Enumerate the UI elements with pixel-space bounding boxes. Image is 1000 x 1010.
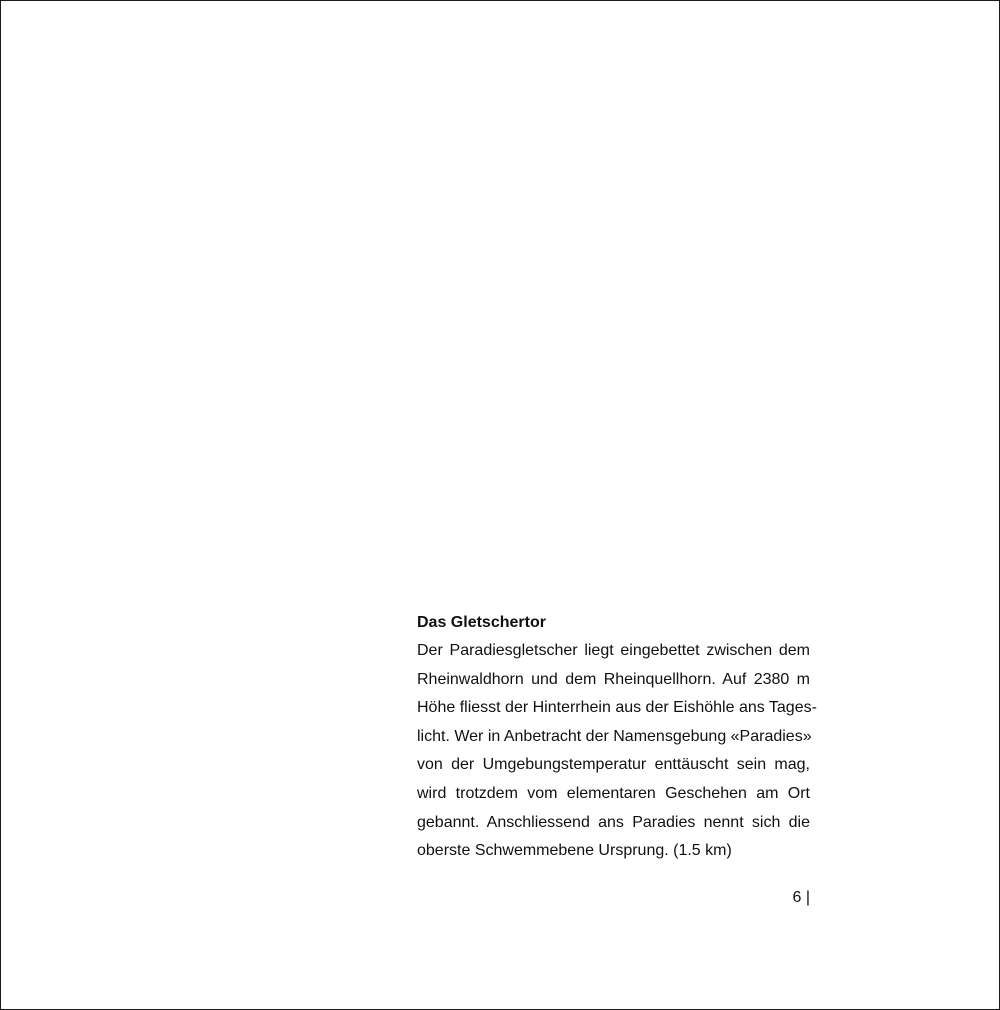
body-line: wird trotzdem vom elementaren Geschehen am Ort: [417, 784, 810, 802]
body-line: Rheinwaldhorn und dem Rheinquellhorn. Auf 2380 m: [417, 670, 810, 688]
body-line: licht. Wer in Anbetracht der Namensgebung «Paradies»: [417, 727, 812, 745]
body-line: Höhe fliesst der Hinterrhein aus der Eishöhle ans Tages-: [417, 699, 817, 717]
body-line: oberste Schwemmebene Ursprung. (1.5 km): [417, 842, 732, 860]
page-number: 6 |: [792, 889, 810, 906]
section-heading: Das Gletschertor: [417, 614, 546, 631]
body-line: Der Paradiesgletscher liegt eingebettet zwischen dem: [417, 642, 810, 659]
text-section: [417, 611, 817, 866]
body-line: gebannt. Anschliessend ans Paradies nennt sich die: [417, 813, 810, 831]
body-line: von der Umgebungstemperatur enttäuscht sein mag,: [417, 756, 810, 774]
section-body: [417, 637, 817, 866]
